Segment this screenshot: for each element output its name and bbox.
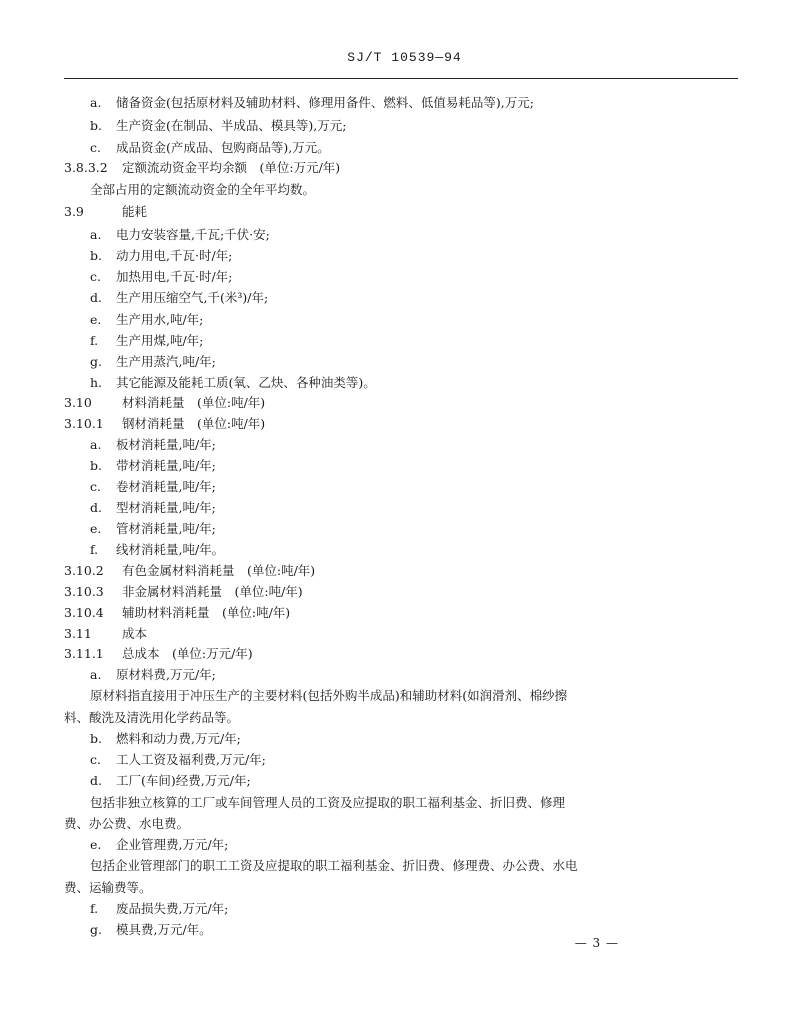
line-text: 生产用压缩空气,千(米³)/年;: [116, 290, 269, 305]
text-line: [90, 375, 376, 391]
text-line: [64, 816, 189, 832]
line-text: 工人工资及福利费,万元/年;: [116, 752, 266, 767]
line-text: 其它能源及能耗工质(氧、乙炔、各种油类等)。: [116, 375, 376, 390]
list-marker: b.: [90, 248, 102, 263]
line-text: 全部占用的定额流动资金的全年平均数。: [90, 182, 316, 197]
list-marker: a.: [90, 227, 102, 242]
line-text: 工厂(车间)经费,万元/年;: [116, 773, 251, 788]
text-line: [90, 227, 270, 243]
text-line: [90, 140, 330, 156]
line-text: 原材料费,万元/年;: [116, 667, 216, 682]
line-text: 线材消耗量,吨/年。: [116, 542, 225, 557]
line-text: 费、运输费等。: [64, 880, 152, 895]
line-text: 有色金属材料消耗量 (单位:吨/年): [122, 563, 316, 578]
text-line: [90, 837, 228, 853]
text-line: [90, 458, 216, 474]
line-text: 成本: [122, 626, 148, 641]
list-marker: b.: [90, 458, 102, 473]
list-marker: h.: [90, 375, 103, 390]
line-text: 电力安装容量,千瓦;千伏·安;: [116, 227, 270, 242]
section-number: 3.10: [64, 395, 92, 410]
text-line: [64, 160, 340, 176]
line-text: 费、办公费、水电费。: [64, 816, 190, 831]
line-text: 企业管理费,万元/年;: [116, 837, 229, 852]
section-number: 3.10.3: [64, 584, 104, 599]
line-text: 储备资金(包括原材料及辅助材料、修理用备件、燃料、低值易耗品等),万元;: [116, 95, 534, 110]
line-text: 总成本 (单位:万元/年): [122, 646, 253, 661]
text-line: [90, 248, 232, 264]
line-text: 能耗: [122, 204, 148, 219]
line-text: 生产资金(在制品、半成品、模具等),万元;: [116, 118, 347, 133]
text-line: [90, 901, 228, 917]
text-line: [64, 416, 265, 432]
text-line: [90, 95, 534, 111]
line-text: 生产用水,吨/年;: [116, 312, 204, 327]
list-marker: f.: [90, 333, 99, 348]
text-line: [90, 922, 212, 938]
text-line: [64, 395, 265, 411]
text-line: [90, 333, 203, 349]
line-text: 非金属材料消耗量 (单位:吨/年): [122, 584, 303, 599]
text-line: [90, 500, 216, 516]
list-marker: g.: [90, 922, 102, 937]
list-marker: c.: [90, 752, 101, 767]
line-text: 成品资金(产成品、包购商品等),万元。: [116, 140, 330, 155]
text-line: [90, 688, 567, 704]
line-text: 管材消耗量,吨/年;: [116, 521, 216, 536]
line-text: 型材消耗量,吨/年;: [116, 500, 216, 515]
line-text: 生产用蒸汽,吨/年;: [116, 354, 216, 369]
list-marker: d.: [90, 773, 102, 788]
text-line: [90, 731, 241, 747]
text-line: [90, 521, 216, 537]
header-rule: [64, 78, 738, 79]
line-text: 料、酸洗及清洗用化学药品等。: [64, 710, 240, 725]
line-text: 卷材消耗量,吨/年;: [116, 479, 216, 494]
list-marker: d.: [90, 500, 102, 515]
section-number: 3.10.2: [64, 563, 104, 578]
line-text: 燃料和动力费,万元/年;: [116, 731, 241, 746]
list-marker: a.: [90, 95, 102, 110]
document-header: SJ/T 10539—94: [347, 50, 462, 65]
line-text: 包括企业管理部门的职工工资及应提取的职工福利基金、折旧费、修理费、办公费、水电: [90, 858, 578, 873]
list-marker: f.: [90, 542, 99, 557]
list-marker: e.: [90, 312, 102, 327]
list-marker: e.: [90, 837, 102, 852]
section-number: 3.11: [64, 626, 92, 641]
line-text: 模具费,万元/年。: [116, 922, 212, 937]
text-line: [64, 880, 152, 896]
text-line: [90, 269, 232, 285]
list-marker: d.: [90, 290, 102, 305]
text-line: [90, 542, 224, 558]
line-text: 动力用电,千瓦·时/年;: [116, 248, 233, 263]
line-text: 带材消耗量,吨/年;: [116, 458, 216, 473]
list-marker: c.: [90, 269, 101, 284]
text-line: [90, 290, 268, 306]
section-number: 3.8.3.2: [64, 160, 108, 175]
text-line: [90, 479, 216, 495]
text-line: [64, 605, 290, 621]
text-line: [90, 752, 266, 768]
text-line: [64, 563, 315, 579]
list-marker: b.: [90, 731, 102, 746]
section-number: 3.10.4: [64, 605, 104, 620]
text-line: [90, 182, 315, 198]
list-marker: e.: [90, 521, 102, 536]
line-text: 包括非独立核算的工厂或车间管理人员的工资及应提取的职工福利基金、折旧费、修理: [90, 795, 566, 810]
line-text: 钢材消耗量 (单位:吨/年): [122, 416, 266, 431]
text-line: [64, 710, 239, 726]
text-line: [90, 118, 346, 134]
text-line: [64, 626, 147, 642]
text-line: [90, 773, 251, 789]
line-text: 定额流动资金平均余额 (单位:万元/年): [122, 160, 341, 175]
section-number: 3.10.1: [64, 416, 104, 431]
text-line: [90, 858, 578, 874]
line-text: 加热用电,千瓦·时/年;: [116, 269, 233, 284]
text-line: [90, 354, 216, 370]
line-text: 辅助材料消耗量 (单位:吨/年): [122, 605, 291, 620]
text-line: [90, 667, 216, 683]
line-text: 废品损失费,万元/年;: [116, 901, 229, 916]
text-line: [90, 312, 203, 328]
text-line: [90, 795, 565, 811]
page-number: — 3 —: [574, 936, 619, 950]
text-line: [90, 437, 216, 453]
section-number: 3.11.1: [64, 646, 104, 661]
list-marker: f.: [90, 901, 99, 916]
line-text: 原材料指直接用于冲压生产的主要材料(包括外购半成品)和辅助材料(如润滑剂、棉纱擦: [90, 688, 568, 703]
list-marker: b.: [90, 118, 102, 133]
line-text: 生产用煤,吨/年;: [116, 333, 204, 348]
list-marker: g.: [90, 354, 102, 369]
line-text: 板材消耗量,吨/年;: [116, 437, 216, 452]
list-marker: c.: [90, 140, 101, 155]
list-marker: a.: [90, 667, 102, 682]
text-line: [64, 204, 147, 220]
list-marker: a.: [90, 437, 102, 452]
text-line: [64, 584, 303, 600]
line-text: 材料消耗量 (单位:吨/年): [122, 395, 266, 410]
text-line: [64, 646, 253, 662]
section-number: 3.9: [64, 204, 84, 219]
list-marker: c.: [90, 479, 101, 494]
